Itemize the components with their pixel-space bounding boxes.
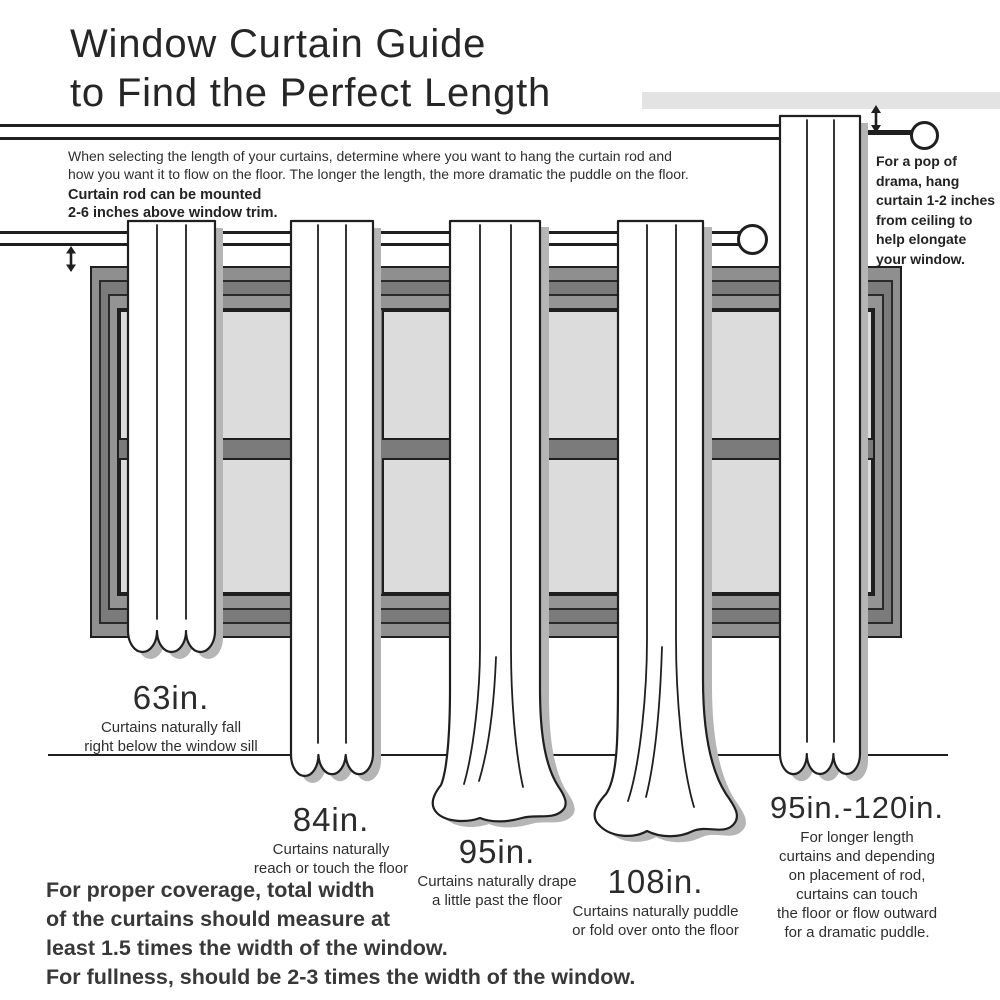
desc-line: right below the window sill <box>84 738 258 755</box>
title-line-2: to Find the Perfect Length <box>70 71 552 115</box>
length-value: 95in.-120in. <box>769 790 944 825</box>
label-84in <box>236 802 426 878</box>
label-95-120in <box>752 790 962 942</box>
ceiling-note-line: help elongate <box>876 231 967 247</box>
length-desc <box>752 828 962 942</box>
desc-line: Curtains naturally drape <box>417 873 577 890</box>
page-title <box>70 20 551 118</box>
ceiling-rod-bottom-line <box>0 137 782 140</box>
intro-line-1: When selecting the length of your curtains, determine where you want to hang the curtain rod and <box>68 148 672 164</box>
length-value: 108in. <box>607 863 704 900</box>
desc-line: Curtains naturally <box>272 841 390 858</box>
length-value: 63in. <box>132 679 210 716</box>
curtain-95in <box>416 219 584 851</box>
label-63in <box>76 680 266 756</box>
curtain-84in <box>289 219 389 793</box>
rod-note-line-1: Curtain rod can be mounted <box>68 187 262 203</box>
rod-note-line-2: 2-6 inches above window trim. <box>68 205 278 221</box>
up-down-arrow-icon <box>868 105 884 133</box>
desc-line: Curtains naturally puddle <box>572 903 739 920</box>
intro-line-2: how you want it to flow on the floor. The longer the length, the more dramatic the puddle on the floor. <box>68 166 689 182</box>
ceiling-note-line: your window. <box>876 250 965 267</box>
title-line-1: Window Curtain Guide <box>70 22 487 66</box>
desc-line: or fold over onto the floor <box>572 922 739 939</box>
intro-paragraph <box>68 147 689 183</box>
length-desc <box>236 840 426 878</box>
ceiling-hang-note <box>876 152 996 269</box>
footer-line-4: For fullness, should be 2-3 times the width of the window. <box>46 965 636 989</box>
rod-mounting-note <box>68 186 278 222</box>
length-desc <box>76 718 266 756</box>
desc-line: a little past the floor <box>431 892 563 909</box>
ceiling-note-line: drama, hang <box>876 172 960 189</box>
ceiling-note-line: curtain 1-2 inches <box>876 192 996 208</box>
up-down-arrow-icon <box>63 246 79 272</box>
ceiling-note-line: from ceiling to <box>876 211 973 228</box>
desc-line: curtains can touch <box>796 886 918 903</box>
desc-line: for a dramatic puddle. <box>784 924 930 941</box>
length-value: 95in. <box>458 833 536 870</box>
desc-line: the floor or flow outward <box>776 905 938 922</box>
ceiling-note-line: For a pop of <box>876 153 957 169</box>
curtain-95-120in <box>778 114 876 794</box>
footer-line-1: For proper coverage, total width <box>46 878 375 902</box>
curtain-63in <box>126 219 230 669</box>
desc-line: reach or touch the floor <box>253 860 409 877</box>
desc-line: For longer length <box>800 829 914 846</box>
ceiling-rod-top-line <box>0 124 782 127</box>
ceiling-rod-finial <box>910 121 939 150</box>
label-108in <box>558 864 753 940</box>
curtain-108in <box>576 219 752 874</box>
desc-line: on placement of rod, <box>788 867 926 884</box>
desc-line: Curtains naturally fall <box>100 719 242 736</box>
footer-line-3: least 1.5 times the width of the window. <box>46 936 448 960</box>
ceiling-bar <box>642 92 1000 109</box>
footer-line-2: of the curtains should measure at <box>46 907 391 931</box>
length-desc <box>558 902 753 940</box>
length-value: 84in. <box>292 801 370 838</box>
desc-line: curtains and depending <box>779 848 935 865</box>
